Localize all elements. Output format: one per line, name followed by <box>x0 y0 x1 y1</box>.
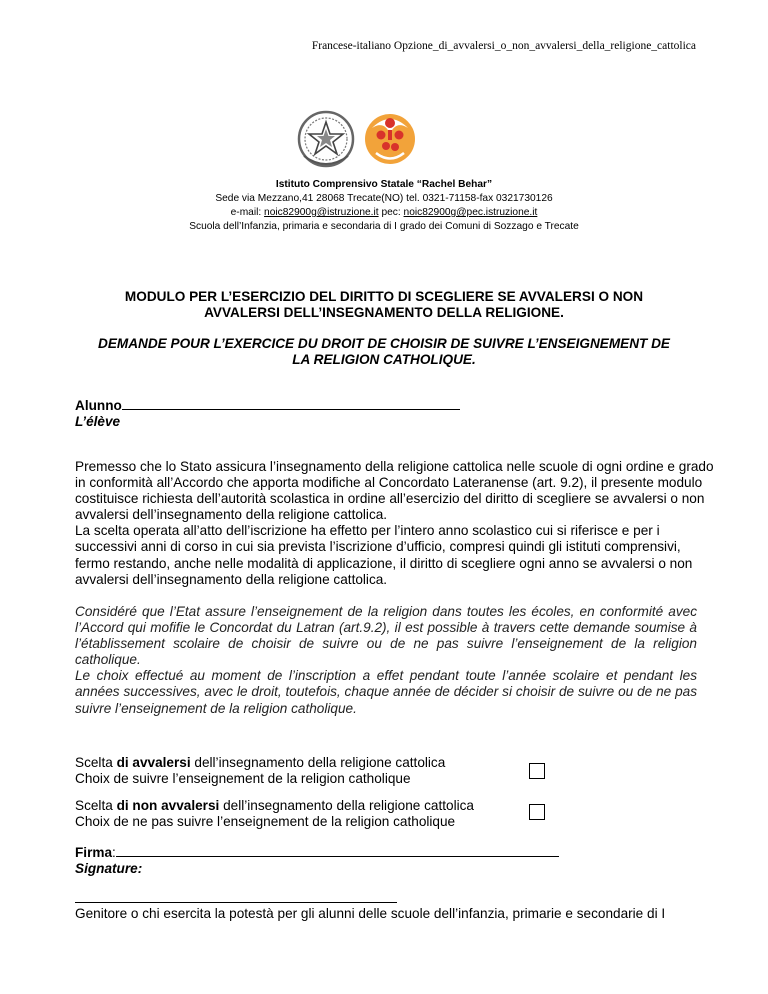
title-french-line-1: DEMANDE POUR L’EXERCICE DU DROIT DE CHOISIR DE SUIVRE L’ENSEIGNEMENT DE <box>98 336 670 351</box>
logos <box>290 108 430 170</box>
title-italian <box>60 289 708 321</box>
choice-avvalersi <box>75 755 555 787</box>
school-info <box>0 178 768 234</box>
choice-non-avvalersi <box>75 798 555 830</box>
choice-prefix: Scelta <box>75 755 117 770</box>
school-logo-icon <box>365 114 415 164</box>
title-italian-line-2: AVVALERSI DELL’INSEGNAMENTO DELLA RELIGIONE. <box>204 305 564 320</box>
title-italian-line-1: MODULO PER L’ESERCIZIO DEL DIRITTO DI SCEGLIERE SE AVVALERSI O NON <box>124 289 644 304</box>
parent-signature-line[interactable] <box>75 902 397 903</box>
email-prefix: e-mail: <box>230 207 265 218</box>
choice-bold: di avvalersi <box>116 755 191 770</box>
paragraph-italian <box>75 459 715 588</box>
paragraph-french <box>75 604 697 717</box>
paragraph-french-part-2: Le choix effectué au moment de l’inscription a effet pendant toute l’année scolaire et pendant les années successives, avec le droit, toutefois, chaque année de décider si choisir de suivre ou de ne pas suivre l’enseignement de la religion catholique. <box>75 668 697 716</box>
email-link[interactable]: noic82900g@istruzione.it <box>264 207 379 218</box>
student-field <box>75 396 460 430</box>
choice-suffix: dell’insegnamento della religione cattolica <box>219 798 474 813</box>
parent-note: Genitore o chi esercita la potestà per gli alunni delle scuole dell’infanzia, primarie e secondarie di I <box>75 906 666 921</box>
school-description: Scuola dell’Infanzia, primaria e secondaria di I grado dei Comuni di Sozzago e Trecate <box>189 221 579 232</box>
signature-separator: : <box>112 845 116 860</box>
student-label-fr: L’élève <box>75 414 121 429</box>
signature-field <box>75 843 559 877</box>
paragraph-french-part-1: Considéré que l’Etat assure l’enseignement de la religion dans toutes les écoles, en conformité avec l’Accord qui mofifie le Concordat du Latran (art.9.2), il est possible à travers cette demande soumise à l’établissement scolaire de choisir de suivre ou de ne pas suivre l’enseignement de la religion catholique. <box>75 604 697 668</box>
student-name-line[interactable] <box>122 396 460 410</box>
checkbox-non-avvalersi[interactable] <box>529 804 545 820</box>
school-name: Istituto Comprensivo Statale “Rachel Behar” <box>275 179 493 190</box>
title-french <box>60 336 708 368</box>
signature-line[interactable] <box>116 843 559 857</box>
choice-avvalersi-it <box>75 755 555 771</box>
choice-bold: di non avvalersi <box>116 798 220 813</box>
choice-prefix: Scelta <box>75 798 117 813</box>
paragraph-italian-part-2: La scelta operata all’atto dell’iscrizione ha effetto per l’intero anno scolastico cui si riferisce e per i successivi anni di corso in cui sia prevista l’iscrizione d’ufficio, compresi quindi gli istituti comprensivi, fermo restando, anche nelle modalità di applicazione, il diritto di scegliere ogni anno se avvalersi o non avvalersi dell’insegnamento della religione cattolica. <box>75 523 693 587</box>
choice-avvalersi-fr: Choix de suivre l’enseignement de la religion catholique <box>75 771 411 787</box>
paragraph-italian-part-1: Premesso che lo Stato assicura l’insegnamento della religione cattolica nelle scuole di ogni ordine e grado in conformità all’Accordo che apporta modifiche al Concordato Lateranense (art. 9.2), il presente modulo costituisce richiesta dell’autorità scolastica in ordine all’esercizio del diritto di scegliere se avvalersi o non avvalersi dell’insegnamento della religione cattolica. <box>75 459 714 523</box>
signature-label-it: Firma <box>75 845 113 860</box>
school-address: Sede via Mezzano,41 28068 Trecate(NO) tel. 0321-71158-fax 0321730126 <box>215 193 553 204</box>
choice-non-avvalersi-it <box>75 798 555 814</box>
pec-prefix: pec: <box>378 207 404 218</box>
school-contacts <box>0 206 768 220</box>
running-header: Francese-italiano Opzione_di_avvalersi_o_non_avvalersi_della_religione_cattolica <box>311 40 696 52</box>
choice-suffix: dell’insegnamento della religione cattolica <box>190 755 446 770</box>
title-french-line-2: LA RELIGION CATHOLIQUE. <box>292 352 476 367</box>
student-label-it: Alunno <box>75 398 122 413</box>
pec-link[interactable]: noic82900g@pec.istruzione.it <box>403 207 538 218</box>
checkbox-avvalersi[interactable] <box>529 763 545 779</box>
choice-non-avvalersi-fr: Choix de ne pas suivre l’enseignement de la religion catholique <box>75 814 456 830</box>
italian-republic-emblem-icon <box>299 112 353 166</box>
signature-label-fr: Signature: <box>75 861 143 876</box>
